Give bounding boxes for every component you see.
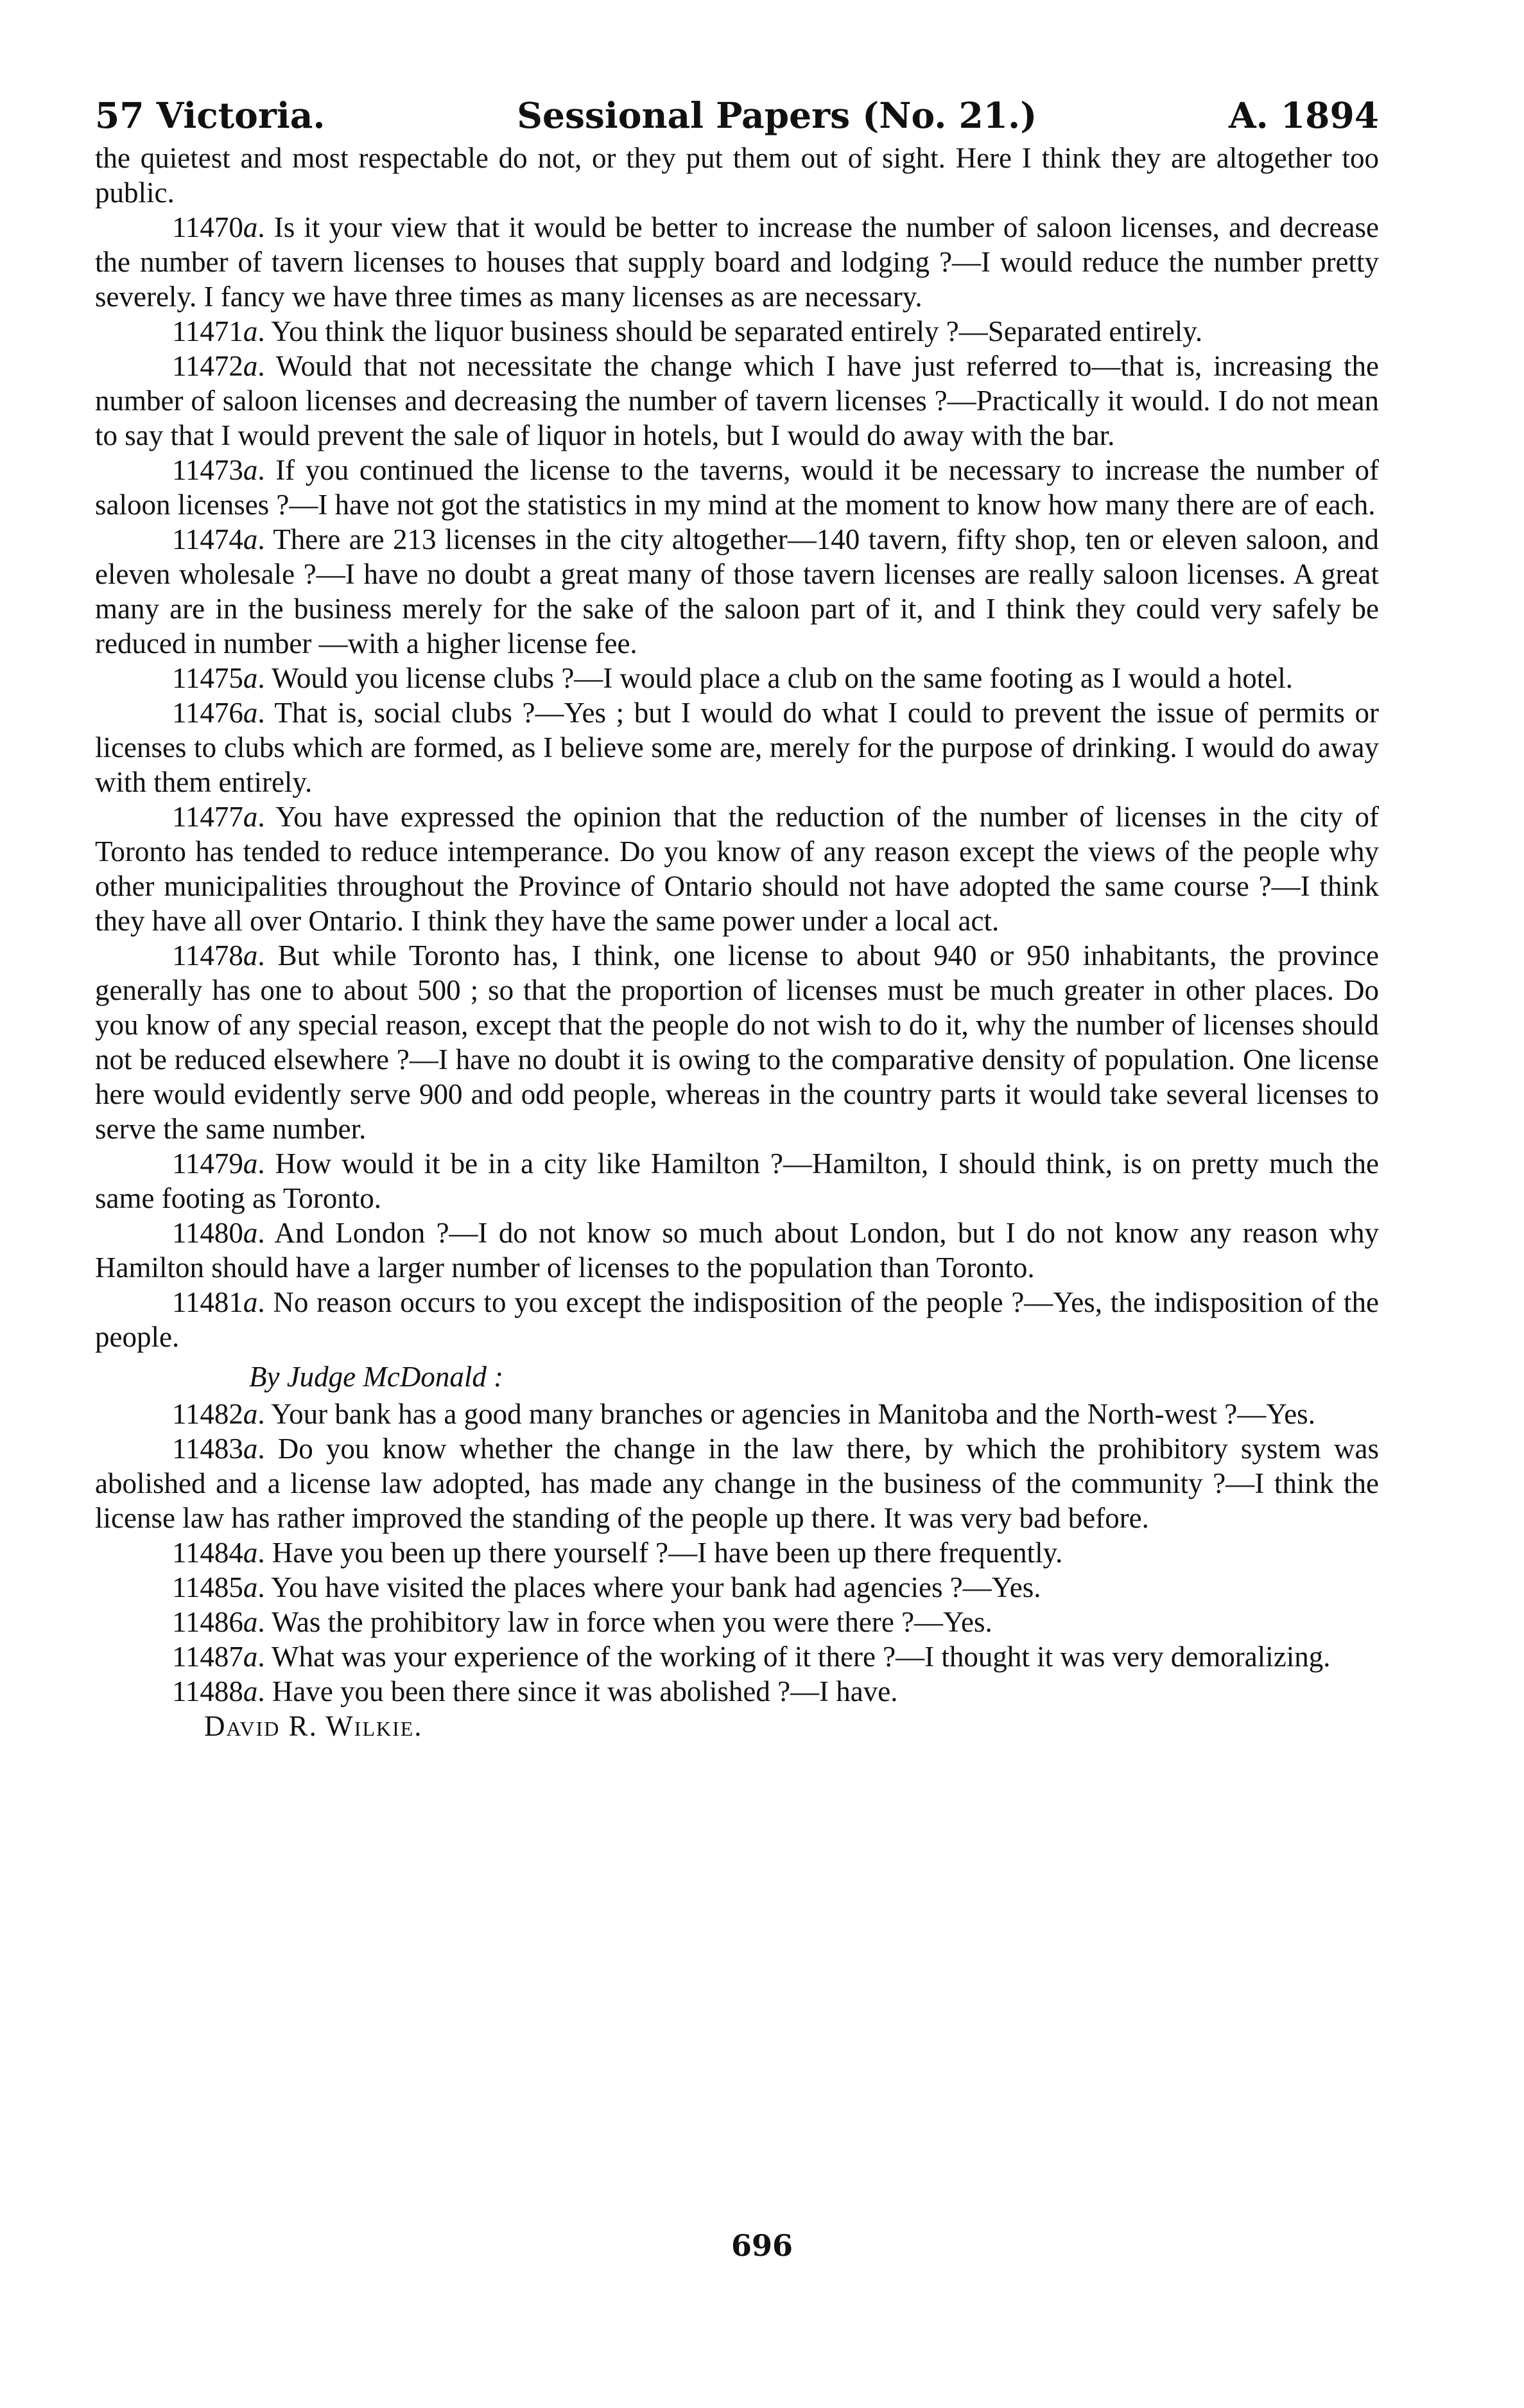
question-paragraph: 11475a. Would you license clubs ?—I would place a club on the same footing as I would a hotel. xyxy=(172,661,1294,694)
question-text: . Have you been there since it was abolished ?—I have. xyxy=(257,1675,898,1707)
question-text: . Would you license clubs ?—I would place a club on the same footing as I would a hotel. xyxy=(257,661,1294,694)
question-paragraph: 11470a. Is it your view that it would be better to increase the number of saloon licenses, and decrease the number of tavern licenses to houses that supply board and lodging ?—I would reduce the number pretty severely. I fancy we have three times as many licenses as are necessary. xyxy=(95,211,1379,313)
question-text: . But while Toronto has, I think, one license to about 940 or 950 inhabitants, the province generally has one to about 500 ; so that the proportion of licenses must be much greater in other places. Do you know of any special reason, except that the people do not wish to do it, why the number of licenses should not be reduced elsewhere ?—I have no doubt it is owing to the comparative density of population. One license here would evidently serve 900 and odd people, whereas in the country parts it would take several licenses to serve the same number. xyxy=(95,939,1379,1145)
question-paragraph: 11485a. You have visited the places where your bank had agencies ?—Yes. xyxy=(172,1571,1041,1603)
paragraph-continuation: the quietest and most respectable do not, or they put them out of sight. Here I think they are altogether too public. xyxy=(95,141,1379,209)
question-number: 11482 xyxy=(172,1397,243,1430)
question-number: 11480 xyxy=(172,1216,243,1249)
question-number: 11483 xyxy=(172,1432,243,1465)
document-body xyxy=(95,141,1379,1743)
question-text: . If you continued the license to the taverns, would it be necessary to increase the number of saloon licenses ?—I have not got the statistics in my mind at the moment to know how many there are of each. xyxy=(95,453,1379,521)
question-text: . You think the liquor business should be separated entirely ?—Separated entirely. xyxy=(257,315,1203,347)
question-paragraph: 11473a. If you continued the license to the taverns, would it be necessary to increase the number of saloon licenses ?—I have not got the statistics in my mind at the moment to know how many there are of each. xyxy=(95,453,1379,521)
question-paragraph: 11483a. Do you know whether the change in the law there, by which the prohibitory system was abolished and a license law adopted, has made any change in the business of the community ?—I think the license law has rather improved the standing of the people up there. It was very bad before. xyxy=(95,1432,1379,1534)
question-number: 11470 xyxy=(172,211,243,243)
question-text: . What was your experience of the working of it there ?—I thought it was very demoralizing. xyxy=(257,1640,1331,1673)
question-paragraph: 11476a. That is, social clubs ?—Yes ; but I would do what I could to prevent the issue of permits or licenses to clubs which are formed, as I believe some are, merely for the purpose of drinking. I would do away with them entirely. xyxy=(95,696,1379,798)
question-number: 11488 xyxy=(172,1675,243,1707)
question-number: 11487 xyxy=(172,1640,243,1673)
question-number: 11476 xyxy=(172,696,243,729)
question-paragraph: 11487a. What was your experience of the working of it there ?—I thought it was very demoralizing. xyxy=(172,1640,1331,1673)
question-paragraph: 11486a. Was the prohibitory law in force when you were there ?—Yes. xyxy=(172,1605,992,1638)
question-number: 11473 xyxy=(172,453,243,486)
question-text: . No reason occurs to you except the indisposition of the people ?—Yes, the indisposition of the people. xyxy=(95,1286,1379,1353)
question-text: . Is it your view that it would be better to increase the number of saloon licenses, and decrease the number of tavern licenses to houses that supply board and lodging ?—I would reduce the number pretty severely. I fancy we have three times as many licenses as are necessary. xyxy=(95,211,1379,313)
question-number: 11472 xyxy=(172,349,243,382)
header-title: Sessional Papers (No. 21.) xyxy=(517,94,1037,136)
question-number: 11471 xyxy=(172,315,243,347)
page-number: 696 xyxy=(731,2228,793,2263)
question-text: . That is, social clubs ?—Yes ; but I would do what I could to prevent the issue of permits or licenses to clubs which are formed, as I believe some are, merely for the purpose of drinking. I would do away with them entirely. xyxy=(95,696,1379,798)
question-text: . You have visited the places where your bank had agencies ?—Yes. xyxy=(257,1571,1041,1603)
question-number: 11481 xyxy=(172,1286,243,1318)
question-text: . How would it be in a city like Hamilton ?—Hamilton, I should think, is on pretty much the same footing as Toronto. xyxy=(95,1147,1379,1214)
question-number: 11479 xyxy=(172,1147,243,1180)
question-number: 11478 xyxy=(172,939,243,972)
question-paragraph: 11480a. And London ?—I do not know so much about London, but I do not know any reason why Hamilton should have a larger number of licenses to the population than Toronto. xyxy=(95,1216,1379,1284)
question-text: . Do you know whether the change in the law there, by which the prohibitory system was abolished and a license law adopted, has made any change in the business of the community ?—I think the license law has rather improved the standing of the people up there. It was very bad before. xyxy=(95,1432,1379,1534)
question-text: . Your bank has a good many branches or agencies in Manitoba and the North-west ?—Yes. xyxy=(257,1397,1315,1430)
question-text: . Would that not necessitate the change which I have just referred to—that is, increasing the number of saloon licenses and decreasing the number of tavern licenses ?—Practically it would. I do not mean to say that I would prevent the sale of liquor in hotels, but I would do away with the bar. xyxy=(95,349,1379,451)
question-text: . And London ?—I do not know so much about London, but I do not know any reason why Hamilton should have a larger number of licenses to the population than Toronto. xyxy=(95,1216,1379,1284)
question-text: . You have expressed the opinion that the reduction of the number of licenses in the city of Toronto has tended to reduce intemperance. Do you know of any reason except the views of the people why other municipalities throughout the Province of Ontario should not have adopted the same course ?—I think they have all over Ontario. I think they have the same power under a local act. xyxy=(95,800,1379,937)
question-number: 11477 xyxy=(172,800,243,833)
question-text: . Was the prohibitory law in force when you were there ?—Yes. xyxy=(257,1605,992,1638)
header-volume: 57 Victoria. xyxy=(95,94,325,136)
running-header xyxy=(95,96,1379,135)
question-paragraph: 11482a. Your bank has a good many branches or agencies in Manitoba and the North-west ?—Yes. xyxy=(172,1397,1315,1430)
question-paragraph: 11472a. Would that not necessitate the change which I have just referred to—that is, increasing the number of saloon licenses and decreasing the number of tavern licenses ?—Practically it would. I do not mean to say that I would prevent the sale of liquor in hotels, but I would do away with the bar. xyxy=(95,349,1379,451)
question-number: 11475 xyxy=(172,661,243,694)
question-text: . Have you been up there yourself ?—I have been up there frequently. xyxy=(257,1536,1063,1569)
document-page xyxy=(95,96,1379,1743)
question-text: . There are 213 licenses in the city altogether—140 tavern, fifty shop, ten or eleven saloon, and eleven wholesale ?—I have no doubt a great many of those tavern licenses are really saloon licenses. A great many are in the business merely for the sake of the saloon part of it, and I think they could very safely be reduced in number —with a higher license fee. xyxy=(95,523,1379,659)
question-paragraph: 11481a. No reason occurs to you except the indisposition of the people ?—Yes, the indisposition of the people. xyxy=(95,1286,1379,1353)
question-paragraph: 11474a. There are 213 licenses in the city altogether—140 tavern, fifty shop, ten or eleven saloon, and eleven wholesale ?—I have no doubt a great many of those tavern licenses are really saloon licenses. A great many are in the business merely for the sake of the saloon part of it, and I think they could very safely be reduced in number —with a higher license fee. xyxy=(95,523,1379,659)
question-number: 11486 xyxy=(172,1605,243,1638)
question-paragraph: 11478a. But while Toronto has, I think, one license to about 940 or 950 inhabitants, the province generally has one to about 500 ; so that the proportion of licenses must be much greater in other places. Do you know of any special reason, except that the people do not wish to do it, why the number of licenses should not be reduced elsewhere ?—I have no doubt it is owing to the comparative density of population. One license here would evidently serve 900 and odd people, whereas in the country parts it would take several licenses to serve the same number. xyxy=(95,939,1379,1145)
question-paragraph: 11471a. You think the liquor business should be separated entirely ?—Separated entirely. xyxy=(172,315,1203,347)
question-number: 11474 xyxy=(172,523,243,555)
question-paragraph: 11479a. How would it be in a city like Hamilton ?—Hamilton, I should think, is on pretty much the same footing as Toronto. xyxy=(95,1147,1379,1214)
question-number: 11484 xyxy=(172,1536,243,1569)
question-paragraph: 11488a. Have you been there since it was abolished ?—I have. xyxy=(172,1675,898,1707)
header-year: A. 1894 xyxy=(1228,94,1379,136)
examiner-heading: By Judge McDonald : xyxy=(249,1360,504,1393)
witness-signature: David R. Wilkie. xyxy=(204,1709,423,1742)
question-number: 11485 xyxy=(172,1571,243,1603)
question-paragraph: 11477a. You have expressed the opinion that the reduction of the number of licenses in the city of Toronto has tended to reduce intemperance. Do you know of any reason except the views of the people why other municipalities throughout the Province of Ontario should not have adopted the same course ?—I think they have all over Ontario. I think they have the same power under a local act. xyxy=(95,800,1379,937)
question-paragraph: 11484a. Have you been up there yourself ?—I have been up there frequently. xyxy=(172,1536,1063,1569)
